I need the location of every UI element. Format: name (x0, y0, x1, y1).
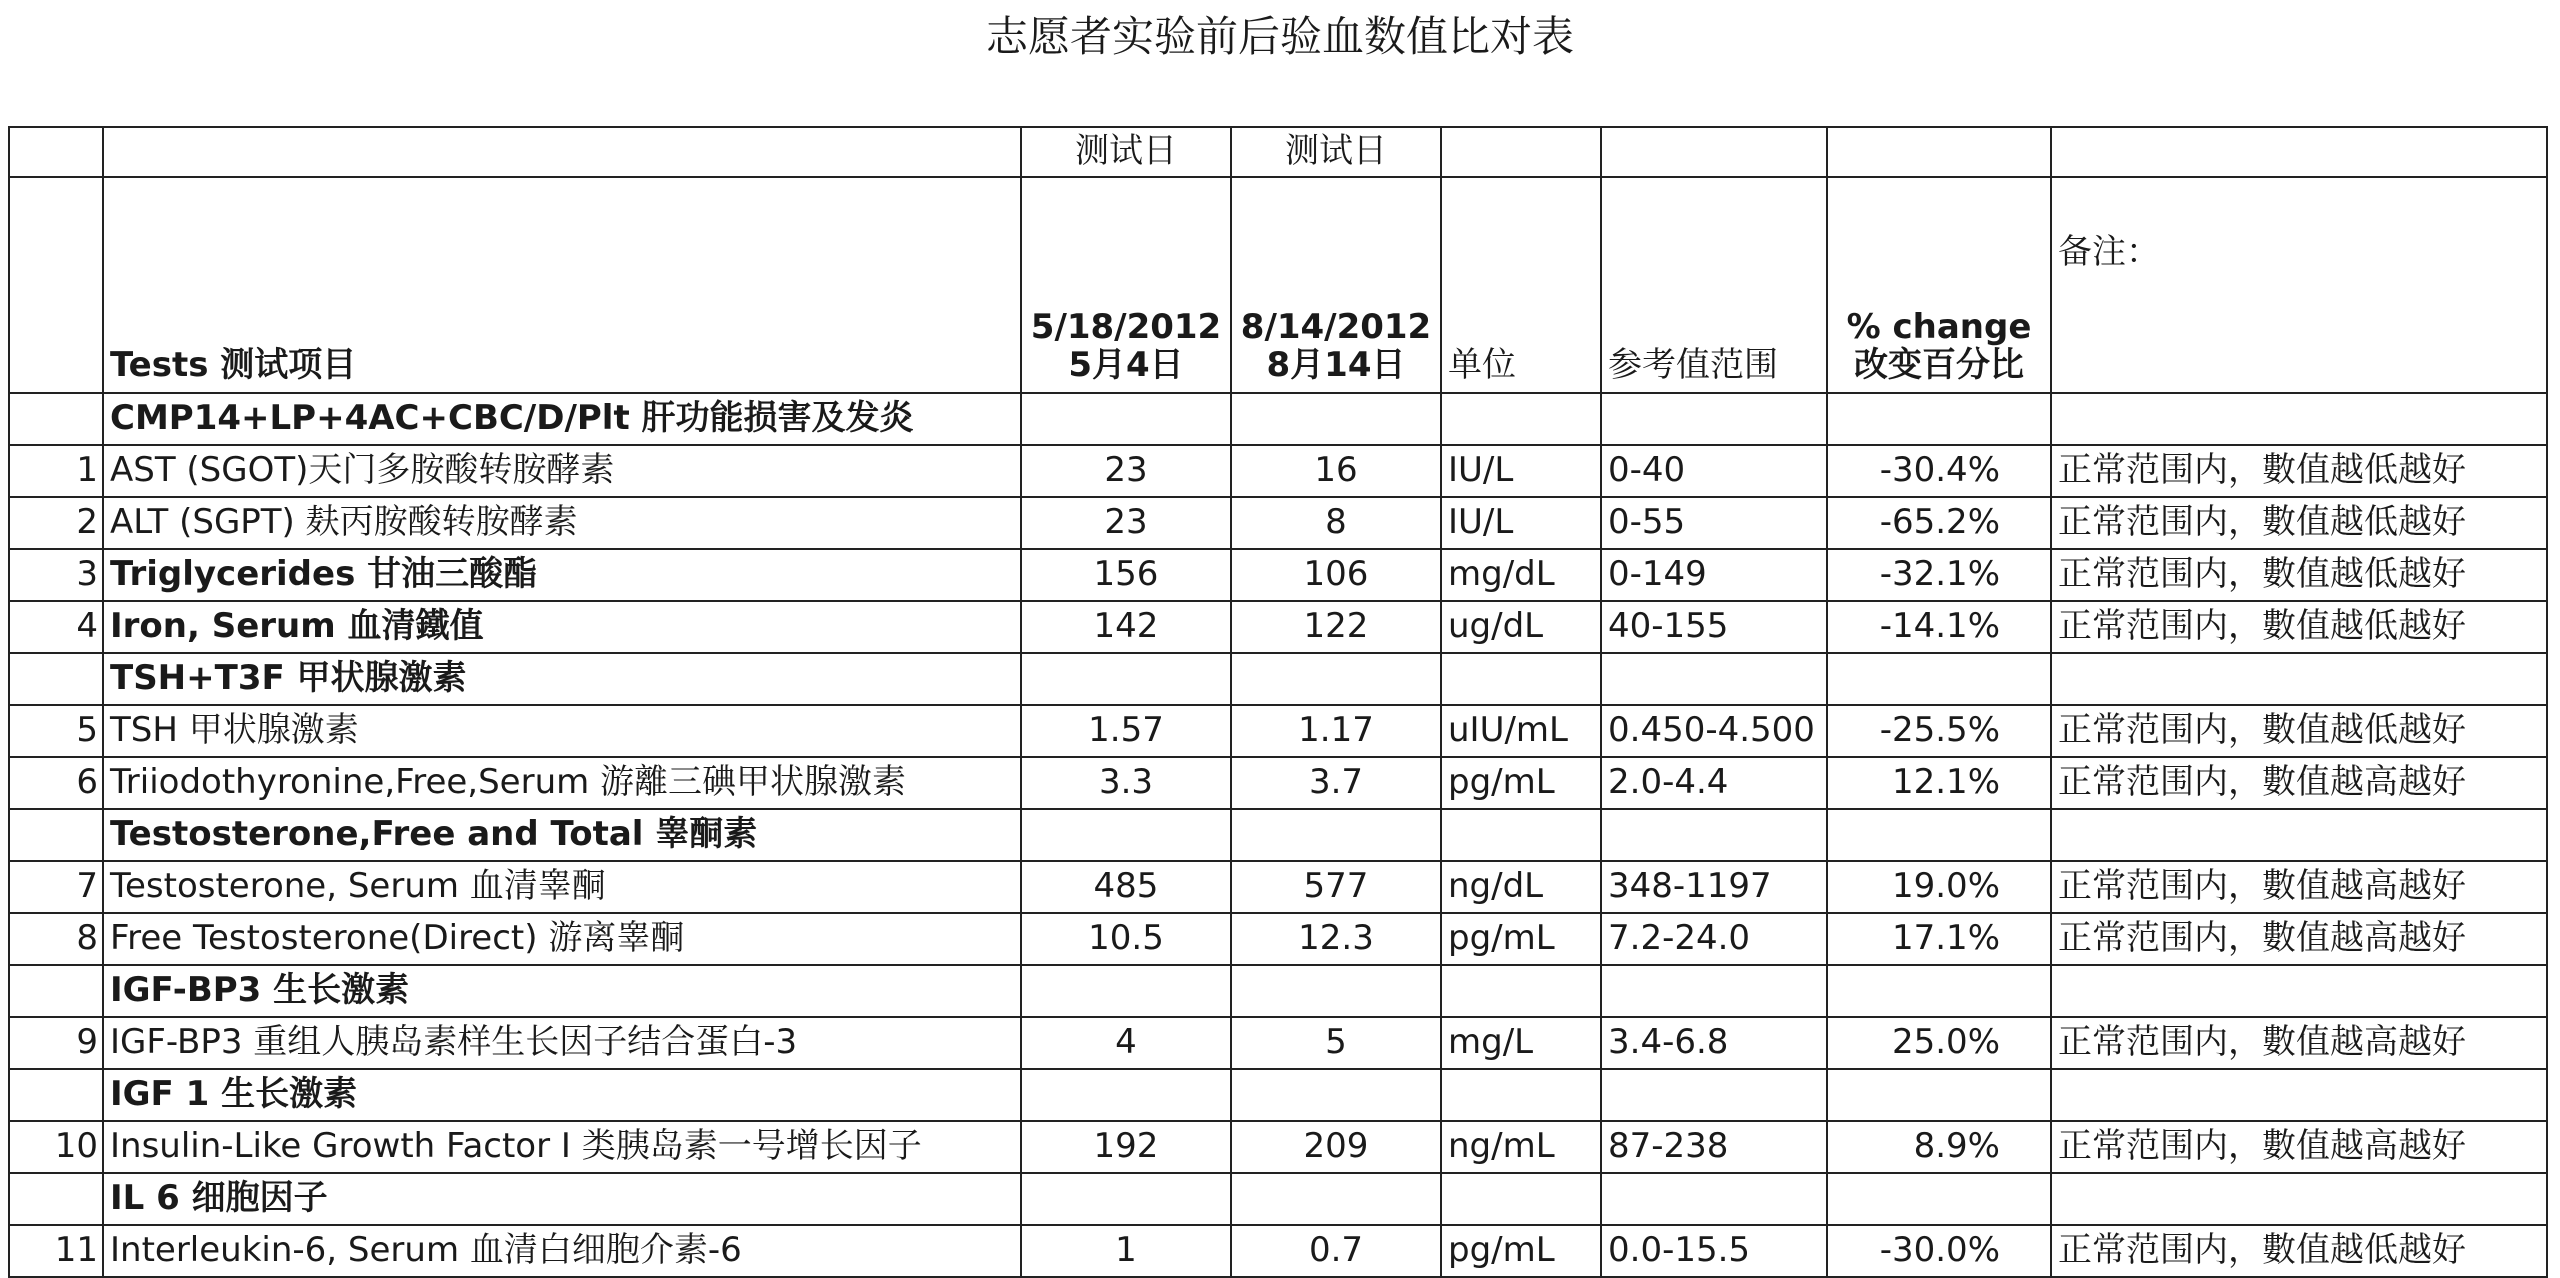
value-date-2: 16 (1231, 445, 1441, 497)
value-date-1: 485 (1021, 861, 1231, 913)
row-number-cell (9, 1173, 103, 1225)
row-number: 10 (9, 1121, 103, 1173)
test-name: IGF-BP3 重组人胰岛素样生长因子结合蛋白-3 (103, 1017, 1021, 1069)
value-date-2: 106 (1231, 549, 1441, 601)
note: 正常范围内，數值越高越好 (2051, 1121, 2547, 1173)
empty-cell (2051, 1069, 2547, 1121)
percent-change: 25.0% (1827, 1017, 2051, 1069)
group-name: Testosterone,Free and Total 睾酮素 (103, 809, 1021, 861)
notes-column-header: 备注： (2051, 177, 2547, 393)
header-empty-cell (1601, 127, 1827, 177)
value-date-2: 122 (1231, 601, 1441, 653)
header-row-columns (9, 177, 2547, 393)
table-row (9, 445, 2547, 497)
empty-cell (1021, 809, 1231, 861)
reference-range: 0-40 (1601, 445, 1827, 497)
empty-cell (2051, 965, 2547, 1017)
value-date-1: 4 (1021, 1017, 1231, 1069)
empty-cell (1231, 965, 1441, 1017)
empty-cell (2051, 1173, 2547, 1225)
header-empty-cell (2051, 127, 2547, 177)
header-empty-cell (9, 127, 103, 177)
empty-cell (1231, 393, 1441, 445)
value-date-2: 3.7 (1231, 757, 1441, 809)
percent-change: -25.5% (1827, 705, 2051, 757)
note: 正常范围内，數值越高越好 (2051, 1017, 2547, 1069)
table-row (9, 549, 2547, 601)
empty-cell (1021, 965, 1231, 1017)
percent-change: 17.1% (1827, 913, 2051, 965)
group-row (9, 1173, 2547, 1225)
empty-cell (2051, 653, 2547, 705)
note: 正常范围内，數值越高越好 (2051, 757, 2547, 809)
value-date-2: 8 (1231, 497, 1441, 549)
empty-cell (1601, 393, 1827, 445)
table-row (9, 1121, 2547, 1173)
empty-cell (1827, 1173, 2051, 1225)
note: 正常范围内，數值越低越好 (2051, 705, 2547, 757)
empty-cell (1827, 1069, 2051, 1121)
group-row (9, 653, 2547, 705)
percent-change: 12.1% (1827, 757, 2051, 809)
group-name: CMP14+LP+4AC+CBC/D/Plt 肝功能损害及发炎 (103, 393, 1021, 445)
empty-cell (1441, 809, 1601, 861)
unit: ug/dL (1441, 601, 1601, 653)
note: 正常范围内，數值越低越好 (2051, 601, 2547, 653)
header-empty-cell (1441, 127, 1601, 177)
reference-range: 0-55 (1601, 497, 1827, 549)
row-number: 11 (9, 1225, 103, 1277)
test-day-1-label: 测试日 (1021, 127, 1231, 177)
value-date-2: 0.7 (1231, 1225, 1441, 1277)
empty-cell (2051, 393, 2547, 445)
date-2-cn: 8月14日 (1266, 344, 1406, 385)
date-2-en: 8/14/2012 (1240, 307, 1432, 348)
row-number-cell (9, 653, 103, 705)
test-name: Insulin-Like Growth Factor I 类胰岛素一号增长因子 (103, 1121, 1021, 1173)
change-en: % change (1846, 307, 2032, 348)
value-date-1: 1.57 (1021, 705, 1231, 757)
reference-range: 0-149 (1601, 549, 1827, 601)
row-number-cell (9, 965, 103, 1017)
test-name: TSH 甲状腺激素 (103, 705, 1021, 757)
note: 正常范围内，數值越低越好 (2051, 445, 2547, 497)
reference-range: 0.450-4.500 (1601, 705, 1827, 757)
group-name: IL 6 细胞因子 (103, 1173, 1021, 1225)
group-row (9, 393, 2547, 445)
table-row (9, 497, 2547, 549)
empty-cell (1827, 653, 2051, 705)
header-empty-cell (9, 177, 103, 393)
value-date-2: 577 (1231, 861, 1441, 913)
value-date-1: 10.5 (1021, 913, 1231, 965)
unit: mg/L (1441, 1017, 1601, 1069)
date-1-cn: 5月4日 (1068, 344, 1184, 385)
value-date-1: 1 (1021, 1225, 1231, 1277)
empty-cell (1601, 965, 1827, 1017)
empty-cell (1601, 653, 1827, 705)
table-row (9, 1017, 2547, 1069)
unit: uIU/mL (1441, 705, 1601, 757)
test-name: ALT (SGPT) 麸丙胺酸转胺酵素 (103, 497, 1021, 549)
empty-cell (1827, 965, 2051, 1017)
group-row (9, 965, 2547, 1017)
empty-cell (1021, 1069, 1231, 1121)
empty-cell (1827, 809, 2051, 861)
row-number: 7 (9, 861, 103, 913)
group-name: TSH+T3F 甲状腺激素 (103, 653, 1021, 705)
value-date-2: 1.17 (1231, 705, 1441, 757)
row-number-cell (9, 809, 103, 861)
reference-range: 0.0-15.5 (1601, 1225, 1827, 1277)
row-number: 1 (9, 445, 103, 497)
unit-column-header: 单位 (1441, 177, 1601, 393)
percent-change: 19.0% (1827, 861, 2051, 913)
empty-cell (1231, 809, 1441, 861)
date-1-column-header (1021, 177, 1231, 393)
test-name: Testosterone, Serum 血清睾酮 (103, 861, 1021, 913)
unit: ng/dL (1441, 861, 1601, 913)
empty-cell (1231, 1069, 1441, 1121)
value-date-1: 23 (1021, 445, 1231, 497)
empty-cell (1021, 393, 1231, 445)
value-date-1: 142 (1021, 601, 1231, 653)
group-name: IGF-BP3 生长激素 (103, 965, 1021, 1017)
value-date-1: 3.3 (1021, 757, 1231, 809)
change-column-header (1827, 177, 2051, 393)
empty-cell (1441, 1069, 1601, 1121)
unit: ng/mL (1441, 1121, 1601, 1173)
row-number-cell (9, 393, 103, 445)
unit: mg/dL (1441, 549, 1601, 601)
row-number: 6 (9, 757, 103, 809)
empty-cell (1827, 393, 2051, 445)
empty-cell (2051, 809, 2547, 861)
date-1-en: 5/18/2012 (1030, 307, 1222, 348)
empty-cell (1441, 1173, 1601, 1225)
table-row (9, 705, 2547, 757)
test-name: Triiodothyronine,Free,Serum 游離三碘甲状腺激素 (103, 757, 1021, 809)
unit: pg/mL (1441, 1225, 1601, 1277)
blood-test-table (8, 126, 2548, 1278)
note: 正常范围内，數值越高越好 (2051, 913, 2547, 965)
test-name: Iron, Serum 血清鐵值 (103, 601, 1021, 653)
date-2-column-header (1231, 177, 1441, 393)
empty-cell (1601, 1173, 1827, 1225)
group-row (9, 1069, 2547, 1121)
percent-change: -32.1% (1827, 549, 2051, 601)
empty-cell (1231, 653, 1441, 705)
row-number-cell (9, 1069, 103, 1121)
reference-range: 2.0-4.4 (1601, 757, 1827, 809)
empty-cell (1441, 393, 1601, 445)
test-name: Free Testosterone(Direct) 游离睾酮 (103, 913, 1021, 965)
change-cn: 改变百分比 (1854, 344, 2024, 385)
header-empty-cell (1827, 127, 2051, 177)
empty-cell (1441, 653, 1601, 705)
table-body (9, 393, 2547, 1277)
percent-change: -30.0% (1827, 1225, 2051, 1277)
test-name: AST (SGOT)天门多胺酸转胺酵素 (103, 445, 1021, 497)
empty-cell (1601, 809, 1827, 861)
table-row (9, 861, 2547, 913)
table-row (9, 913, 2547, 965)
reference-column-header: 参考值范围 (1601, 177, 1827, 393)
table-row (9, 757, 2547, 809)
percent-change: -14.1% (1827, 601, 2051, 653)
empty-cell (1601, 1069, 1827, 1121)
value-date-2: 209 (1231, 1121, 1441, 1173)
group-name: IGF 1 生长激素 (103, 1069, 1021, 1121)
empty-cell (1021, 653, 1231, 705)
header-row-test-days (9, 127, 2547, 177)
reference-range: 348-1197 (1601, 861, 1827, 913)
table-row (9, 601, 2547, 653)
note: 正常范围内，數值越高越好 (2051, 861, 2547, 913)
empty-cell (1021, 1173, 1231, 1225)
empty-cell (1231, 1173, 1441, 1225)
page-title: 志愿者实验前后验血数值比对表 (985, 12, 1574, 61)
value-date-1: 23 (1021, 497, 1231, 549)
value-date-2: 12.3 (1231, 913, 1441, 965)
row-number: 5 (9, 705, 103, 757)
unit: IU/L (1441, 445, 1601, 497)
row-number: 8 (9, 913, 103, 965)
percent-change: -65.2% (1827, 497, 2051, 549)
group-row (9, 809, 2547, 861)
percent-change: -30.4% (1827, 445, 2051, 497)
note: 正常范围内，數值越低越好 (2051, 1225, 2547, 1277)
test-name: Interleukin-6, Serum 血清白细胞介素-6 (103, 1225, 1021, 1277)
test-day-2-label: 测试日 (1231, 127, 1441, 177)
table-row (9, 1225, 2547, 1277)
row-number: 3 (9, 549, 103, 601)
reference-range: 40-155 (1601, 601, 1827, 653)
test-name: Triglycerides 甘油三酸酯 (103, 549, 1021, 601)
percent-change: 8.9% (1827, 1121, 2051, 1173)
row-number: 2 (9, 497, 103, 549)
empty-cell (1441, 965, 1601, 1017)
row-number: 9 (9, 1017, 103, 1069)
note: 正常范围内，數值越低越好 (2051, 497, 2547, 549)
unit: pg/mL (1441, 757, 1601, 809)
row-number: 4 (9, 601, 103, 653)
value-date-1: 192 (1021, 1121, 1231, 1173)
unit: IU/L (1441, 497, 1601, 549)
header-empty-cell (103, 127, 1021, 177)
note: 正常范围内，數值越低越好 (2051, 549, 2547, 601)
reference-range: 87-238 (1601, 1121, 1827, 1173)
value-date-1: 156 (1021, 549, 1231, 601)
tests-column-header: Tests 测试项目 (103, 177, 1021, 393)
unit: pg/mL (1441, 913, 1601, 965)
reference-range: 3.4-6.8 (1601, 1017, 1827, 1069)
value-date-2: 5 (1231, 1017, 1441, 1069)
reference-range: 7.2-24.0 (1601, 913, 1827, 965)
